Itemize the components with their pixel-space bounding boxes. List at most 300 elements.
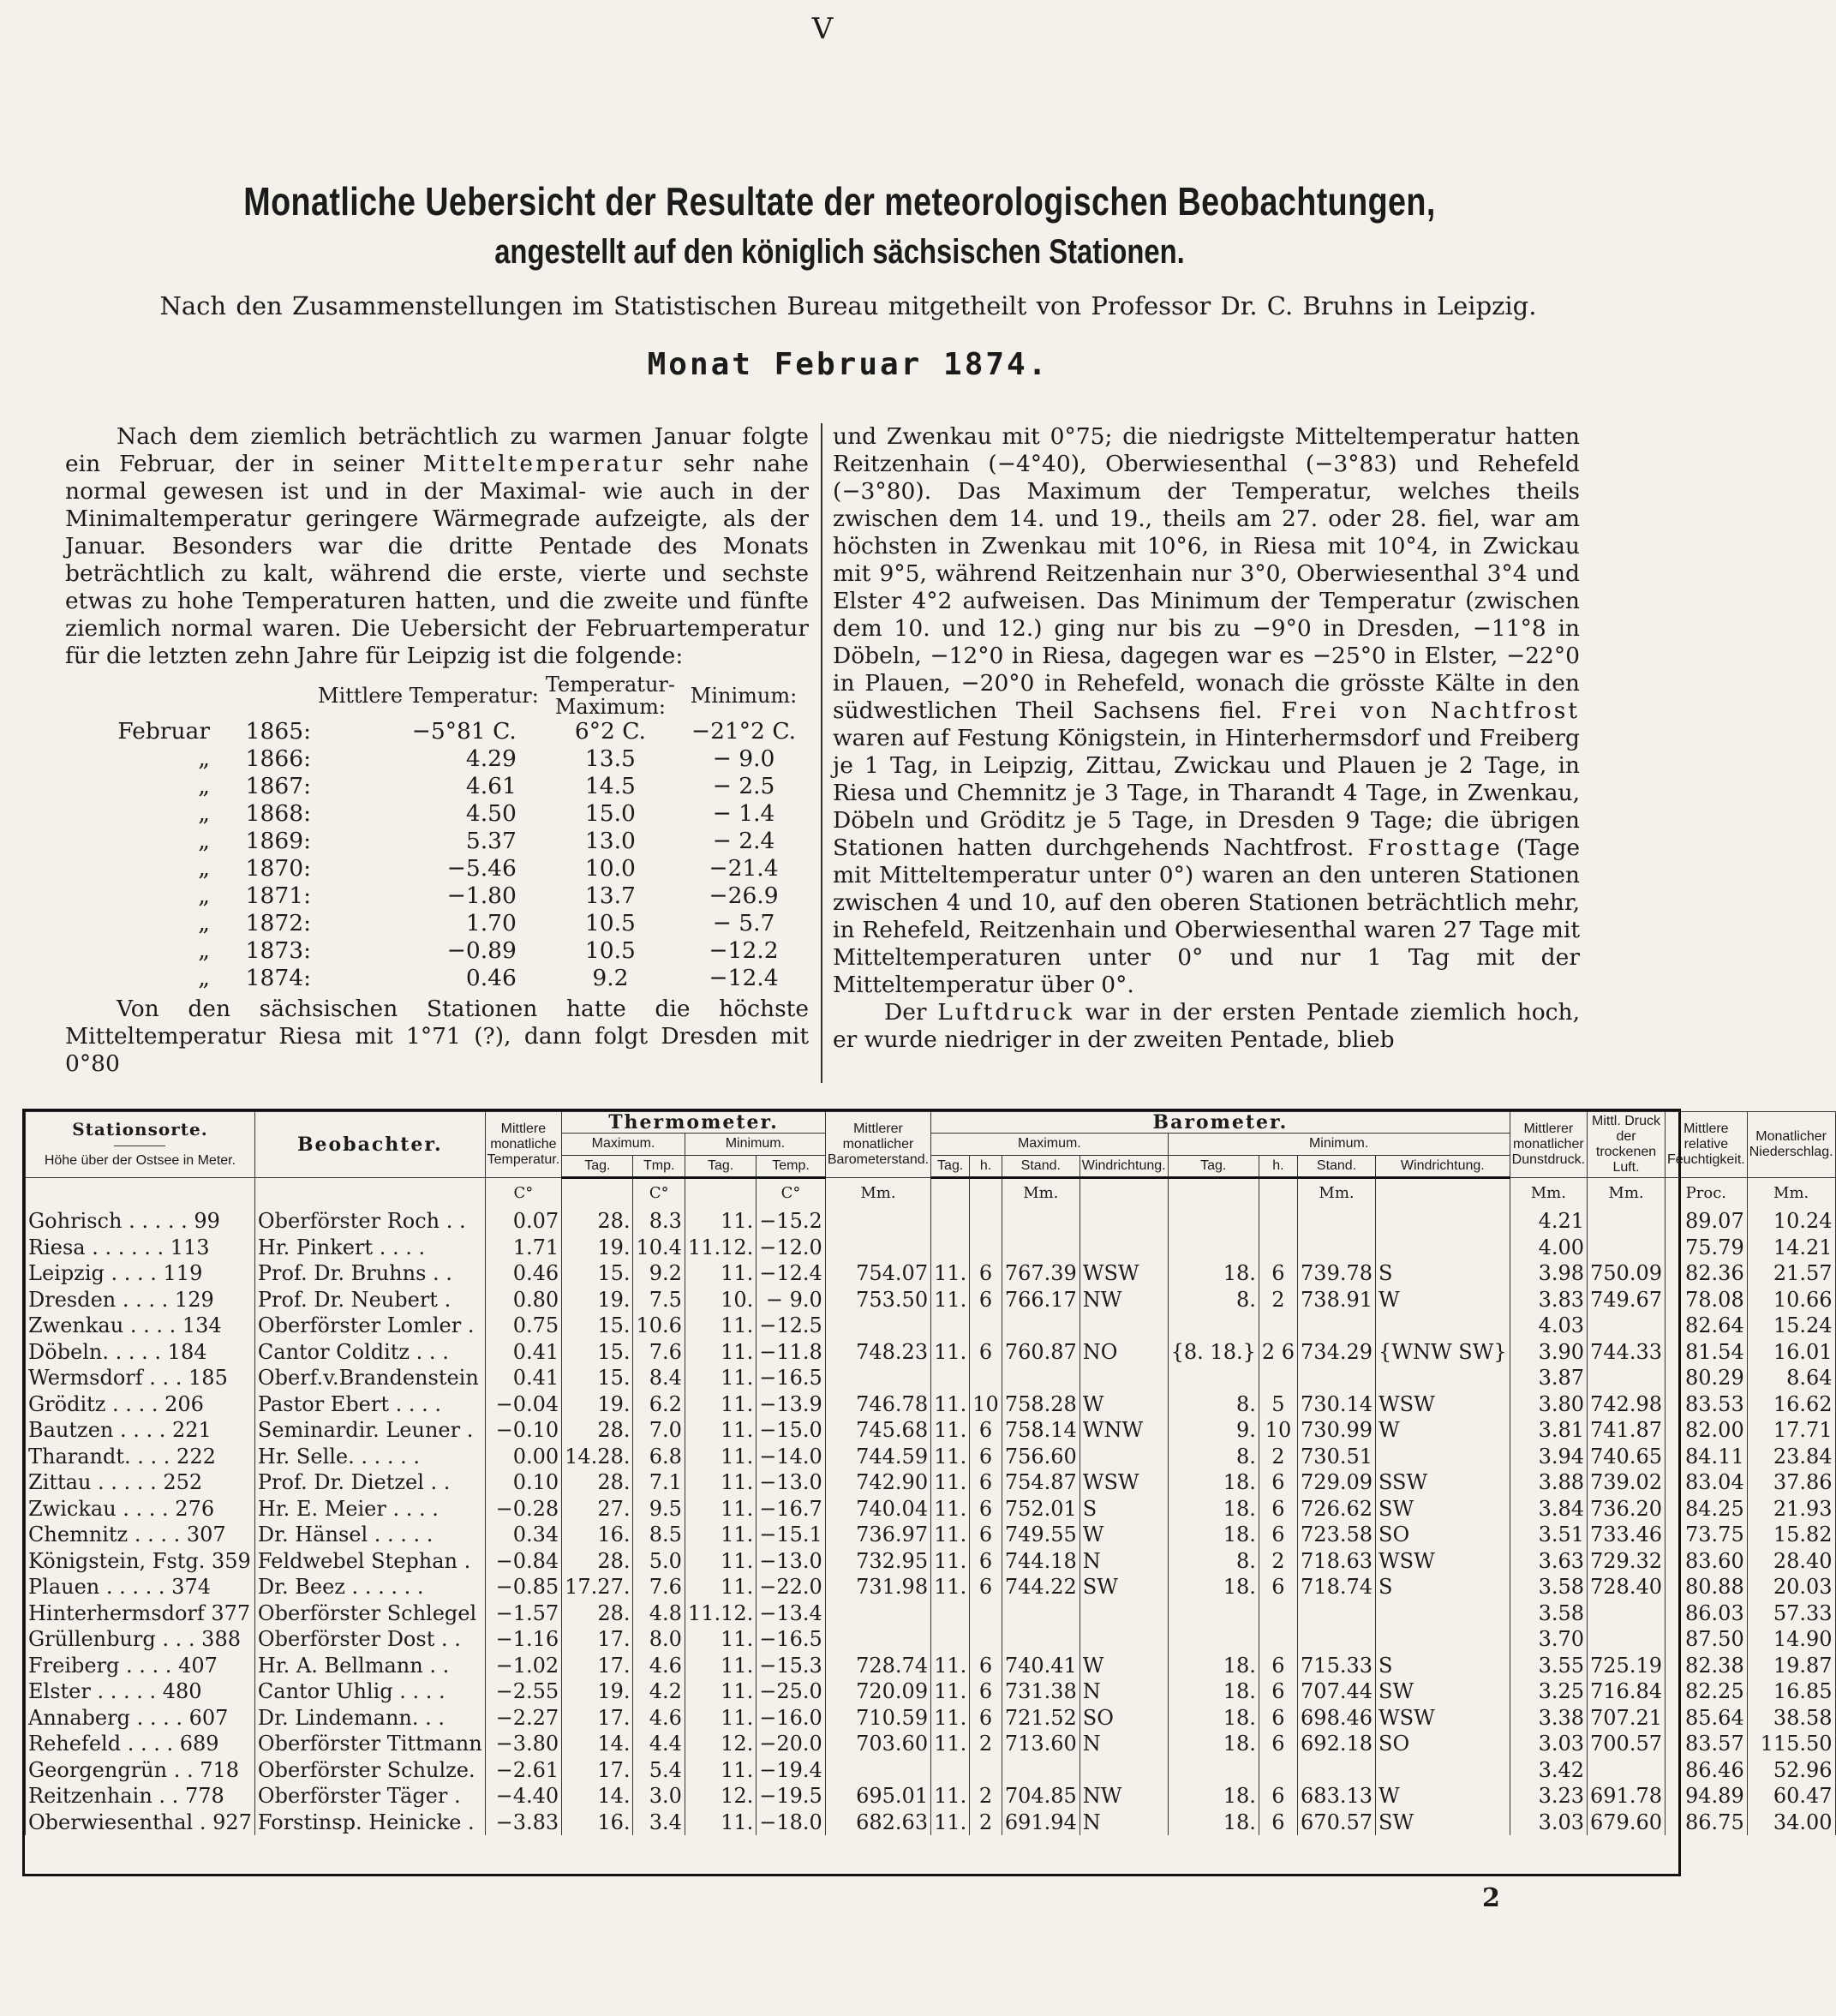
cell-bmaxh: 6 (970, 1496, 1002, 1522)
cell-bminw: S (1376, 1260, 1510, 1287)
cell-baro: 710.59 (825, 1705, 930, 1732)
cell-observer: Oberf.v.Brandenstein (254, 1365, 485, 1391)
cell-bmaxh (970, 1235, 1002, 1261)
cell-vap: 3.03 (1510, 1731, 1587, 1757)
cell-maxt: 3.0 (633, 1783, 685, 1810)
left-paragraph-1: Nach dem ziemlich beträchtlich zu warmen Januar folgte ein Februar, der in seiner Mitteltemperatur sehr nahe normal gewesen ist und in der Maximal- wie auch in der Minimaltemperatur geringere Wärmegrade aufzeigte, als der Januar. Besonders war die dritte Pentade des Monats beträchtlich zu kalt, während die erste, vierte und sechste etwas zu hohe Temperaturen hatten, und die zweite und fünfte ziemlich normal waren. Die Uebersicht der Februartemperatur für die letzten zehn Jahre für Leipzig ist die folgende: (65, 423, 809, 669)
cell-mean: 0.34 (485, 1522, 561, 1548)
cell-bmaxd: 11. (931, 1496, 970, 1522)
cell-bmaxh: 6 (970, 1653, 1002, 1679)
cell-bminh: 6 (1259, 1731, 1297, 1757)
cell-observer: Dr. Hänsel . . . . . (254, 1522, 485, 1548)
cell-dry: 736.20 (1588, 1496, 1666, 1522)
cell-bminw (1376, 1444, 1510, 1470)
cell-maxt: 8.4 (633, 1365, 685, 1391)
cell-maxd: 17. (562, 1757, 633, 1784)
cell-hum: 87.50 (1666, 1626, 1748, 1653)
cell-dry: 728.40 (1588, 1574, 1666, 1600)
header-bmin-hour: h. (1259, 1155, 1297, 1177)
cell-bmaxd: 11. (931, 1731, 970, 1757)
station-row (26, 1339, 1836, 1366)
cell-bmins: 718.63 (1298, 1548, 1376, 1575)
cell-bminw (1376, 1757, 1510, 1784)
header-stations: Stationsorte. Höhe über der Ostsee in Meter. (26, 1112, 255, 1178)
cell-mint: −19.5 (757, 1783, 826, 1810)
temp-table-row (65, 937, 809, 965)
cell-vap: 3.38 (1510, 1705, 1587, 1732)
cell-bmind: 18. (1168, 1810, 1259, 1836)
cell-baro: 732.95 (825, 1548, 930, 1575)
cell-hum: 82.00 (1666, 1417, 1748, 1444)
header-bmin-wind: Windrichtung. (1376, 1155, 1510, 1177)
cell-baro (825, 1235, 930, 1261)
cell-maxd: 16. (562, 1522, 633, 1548)
cell-maxd: 17. (562, 1626, 633, 1653)
header-barometer: Barometer. (931, 1112, 1510, 1134)
subtitle: Nach den Zusammenstellungen im Statistischen Bureau mitgetheilt von Professor Dr. C. Bruhns in Leipzig. (159, 291, 1537, 320)
cell-maxd: 15. (562, 1313, 633, 1339)
cell-bminw: SW (1376, 1810, 1510, 1836)
cell-baro: 740.04 (825, 1496, 930, 1522)
cell-baro: 682.63 (825, 1810, 930, 1836)
cell-mind: 11. (685, 1653, 756, 1679)
cell-bmind (1168, 1757, 1259, 1784)
cell-dry: 707.21 (1588, 1705, 1666, 1732)
cell-mind: 11.12. (685, 1235, 756, 1261)
cell-bmins: 729.09 (1298, 1469, 1376, 1496)
cell-baro: 744.59 (825, 1444, 930, 1470)
cell-bmaxh: 6 (970, 1522, 1002, 1548)
cell-bminh (1259, 1235, 1297, 1261)
cell-bmaxs: 744.18 (1002, 1548, 1079, 1575)
cell-mint: −22.0 (757, 1574, 826, 1600)
cell-bmind (1168, 1626, 1259, 1653)
header-thermo-min: Minimum. (685, 1134, 825, 1155)
cell-mind: 11. (685, 1469, 756, 1496)
cell-vap: 3.58 (1510, 1574, 1587, 1600)
cell-mean: 0.10 (485, 1469, 561, 1496)
cell-mean: −2.61 (485, 1757, 561, 1784)
cell-vap: 4.03 (1510, 1313, 1587, 1339)
cell-mean: −3.83 (485, 1810, 561, 1836)
cell-maxd: 27. (562, 1496, 633, 1522)
temp-table-min: − 2.5 (712, 773, 775, 799)
cell-mind: 11. (685, 1208, 756, 1235)
header-humidity: Mittlere relative Feuchtigkeit. (1666, 1112, 1748, 1178)
cell-bmaxs: 756.60 (1002, 1444, 1079, 1470)
cell-hum: 78.08 (1666, 1287, 1748, 1313)
temp-table-min: −12.2 (709, 937, 779, 964)
cell-observer: Hr. E. Meier . . . . (254, 1496, 485, 1522)
cell-maxd: 17.27. (562, 1574, 633, 1600)
cell-prec: 28.40 (1747, 1548, 1835, 1575)
temp-table-mean: 5.37 (465, 828, 517, 854)
cell-bmins: 730.51 (1298, 1444, 1376, 1470)
cell-prec: 57.33 (1747, 1600, 1835, 1627)
cell-bmins: 738.91 (1298, 1287, 1376, 1313)
cell-bmins: 718.74 (1298, 1574, 1376, 1600)
cell-bmind: 18. (1168, 1496, 1259, 1522)
temp-table-max: 9.2 (592, 965, 629, 991)
cell-mean: −1.57 (485, 1600, 561, 1627)
cell-mind: 11.12. (685, 1600, 756, 1627)
temp-table-year: 1870: (245, 855, 311, 882)
cell-mint: −15.0 (757, 1417, 826, 1444)
cell-mint: −11.8 (757, 1339, 826, 1366)
cell-mint: −16.5 (757, 1365, 826, 1391)
cell-bmind: 8. (1168, 1391, 1259, 1418)
cell-bmins: 726.62 (1298, 1496, 1376, 1522)
temp-table-min: −21°2 C. (691, 718, 797, 745)
cell-bmaxd: 11. (931, 1653, 970, 1679)
cell-prec: 20.03 (1747, 1574, 1835, 1600)
cell-baro: 695.01 (825, 1783, 930, 1810)
cell-dry (1588, 1600, 1666, 1627)
temp-table-max: 10.0 (584, 855, 636, 882)
observations-table-frame (22, 1109, 1833, 1876)
cell-mind: 12. (685, 1783, 756, 1810)
cell-bmind (1168, 1365, 1259, 1391)
cell-dry: 691.78 (1588, 1783, 1666, 1810)
cell-maxd: 15. (562, 1365, 633, 1391)
temp-table-min: −21.4 (709, 855, 779, 882)
cell-prec: 34.00 (1747, 1810, 1835, 1836)
cell-station: Chemnitz . . . . 307 (26, 1522, 255, 1548)
cell-hum: 89.07 (1666, 1208, 1748, 1235)
cell-bminw: SSW (1376, 1469, 1510, 1496)
cell-station: Hinterhermsdorf 377 (26, 1600, 255, 1627)
cell-bmins (1298, 1235, 1376, 1261)
temp-table-row (65, 855, 809, 882)
cell-station: Zwenkau . . . . 134 (26, 1313, 255, 1339)
cell-observer: Cantor Uhlig . . . . (254, 1678, 485, 1705)
cell-bminh: 6 (1259, 1260, 1297, 1287)
cell-bmaxd: 11. (931, 1783, 970, 1810)
cell-hum: 83.04 (1666, 1469, 1748, 1496)
header-baro-max: Maximum. (931, 1134, 1169, 1155)
cell-bmaxw (1079, 1444, 1168, 1470)
cell-hum: 83.57 (1666, 1731, 1748, 1757)
station-row (26, 1678, 1836, 1705)
cell-bmaxd: 11. (931, 1260, 970, 1287)
cell-observer: Oberförster Lomler . (254, 1313, 485, 1339)
cell-mean: 0.80 (485, 1287, 561, 1313)
temp-table-header-min: Minimum: (690, 684, 798, 708)
cell-bmaxw: WNW (1079, 1417, 1168, 1444)
left-column (65, 423, 809, 1078)
cell-bmaxh (970, 1757, 1002, 1784)
temp-table-label: „ (198, 882, 210, 909)
cell-bmaxs (1002, 1757, 1079, 1784)
page-title: Monatliche Uebersicht der Resultate der meteorologischen Beobachtungen, (243, 179, 1436, 224)
cell-bminw: SO (1376, 1731, 1510, 1757)
cell-baro: 745.68 (825, 1417, 930, 1444)
temp-table-row (65, 718, 809, 745)
cell-maxd: 19. (562, 1391, 633, 1418)
cell-bmaxd: 11. (931, 1574, 970, 1600)
cell-bmins: 734.29 (1298, 1339, 1376, 1366)
temp-table-year: 1873: (245, 937, 311, 964)
cell-bmaxd: 11. (931, 1469, 970, 1496)
cell-maxd: 15. (562, 1260, 633, 1287)
cell-bmaxh: 6 (970, 1548, 1002, 1575)
temp-table-header-mean: Mittlere Temperatur: (318, 684, 539, 708)
cell-mean: −0.84 (485, 1548, 561, 1575)
cell-observer: Oberförster Täger . (254, 1783, 485, 1810)
cell-station: Riesa . . . . . . 113 (26, 1235, 255, 1261)
temp-table-min: − 9.0 (712, 745, 775, 772)
cell-bmaxh: 6 (970, 1287, 1002, 1313)
cell-vap: 3.42 (1510, 1757, 1587, 1784)
temp-table-label: „ (198, 965, 210, 991)
cell-maxt: 8.5 (633, 1522, 685, 1548)
temp-table-label: „ (198, 910, 210, 936)
cell-mean: −0.10 (485, 1417, 561, 1444)
cell-bmins: 715.33 (1298, 1653, 1376, 1679)
cell-bmaxh: 6 (970, 1417, 1002, 1444)
station-row (26, 1235, 1836, 1261)
cell-prec: 15.24 (1747, 1313, 1835, 1339)
temp-table-mean: −0.89 (446, 937, 517, 964)
cell-bminh: 6 (1259, 1653, 1297, 1679)
temp-table-year: 1867: (245, 773, 311, 799)
cell-prec: 19.87 (1747, 1653, 1835, 1679)
cell-bminw: {WNW SW} (1376, 1339, 1510, 1366)
cell-bmind (1168, 1600, 1259, 1627)
cell-station: Gohrisch . . . . . 99 (26, 1208, 255, 1235)
cell-bmaxs: 740.41 (1002, 1653, 1079, 1679)
cell-prec: 14.90 (1747, 1626, 1835, 1653)
cell-bmaxs: 721.52 (1002, 1705, 1079, 1732)
cell-mean: 0.41 (485, 1339, 561, 1366)
cell-bmaxw: W (1079, 1391, 1168, 1418)
cell-bmaxh: 6 (970, 1705, 1002, 1732)
cell-bminw: SW (1376, 1678, 1510, 1705)
cell-prec: 115.50 (1747, 1731, 1835, 1757)
cell-bmind: 8. (1168, 1444, 1259, 1470)
cell-mean: −1.16 (485, 1626, 561, 1653)
cell-bminh: 6 (1259, 1783, 1297, 1810)
cell-prec: 37.86 (1747, 1469, 1835, 1496)
temp-table-min: −26.9 (709, 882, 779, 909)
cell-station: Plauen . . . . . 374 (26, 1574, 255, 1600)
cell-bmind: 18. (1168, 1653, 1259, 1679)
temp-table-min: − 2.4 (712, 828, 775, 854)
cell-bminw (1376, 1365, 1510, 1391)
cell-maxt: 4.2 (633, 1678, 685, 1705)
cell-bminw: WSW (1376, 1548, 1510, 1575)
cell-station: Tharandt. . . . 222 (26, 1444, 255, 1470)
cell-bmind: {8. 18.} (1168, 1339, 1259, 1366)
station-row (26, 1208, 1836, 1235)
cell-vap: 3.51 (1510, 1522, 1587, 1548)
cell-observer: Oberförster Dost . . (254, 1626, 485, 1653)
temp-table-row (65, 882, 809, 910)
cell-prec: 17.71 (1747, 1417, 1835, 1444)
cell-prec: 8.64 (1747, 1365, 1835, 1391)
cell-mint: −15.2 (757, 1208, 826, 1235)
station-row (26, 1600, 1836, 1627)
cell-mint: −20.0 (757, 1731, 826, 1757)
column-divider (821, 423, 822, 1083)
temp-table-year: 1869: (245, 828, 311, 854)
station-row (26, 1783, 1836, 1810)
cell-prec: 60.47 (1747, 1783, 1835, 1810)
cell-bmaxd: 11. (931, 1391, 970, 1418)
cell-maxt: 4.6 (633, 1705, 685, 1732)
cell-bmaxd: 11. (931, 1417, 970, 1444)
cell-mean: −4.40 (485, 1783, 561, 1810)
cell-dry: 741.87 (1588, 1417, 1666, 1444)
cell-vap: 4.21 (1510, 1208, 1587, 1235)
cell-bmaxw (1079, 1208, 1168, 1235)
cell-mint: −12.4 (757, 1260, 826, 1287)
header-thermo-max: Maximum. (562, 1134, 685, 1155)
cell-bmaxd: 11. (931, 1705, 970, 1732)
cell-dry: 739.02 (1588, 1469, 1666, 1496)
temp-table-row (65, 965, 809, 992)
cell-bmins (1298, 1757, 1376, 1784)
cell-maxt: 4.8 (633, 1600, 685, 1627)
cell-mind: 11. (685, 1810, 756, 1836)
cell-station: Elster . . . . . 480 (26, 1678, 255, 1705)
cell-bmind: 18. (1168, 1705, 1259, 1732)
cell-vap: 3.88 (1510, 1469, 1587, 1496)
cell-hum: 82.38 (1666, 1653, 1748, 1679)
cell-station: Wermsdorf . . . 185 (26, 1365, 255, 1391)
cell-mint: −16.7 (757, 1496, 826, 1522)
temp-table-max: 6°2 C. (574, 718, 646, 745)
left-paragraph-2: Von den sächsischen Stationen hatte die höchste Mitteltemperatur Riesa mit 1°71 (?), dann folgt Dresden mit 0°80 (65, 996, 809, 1077)
temp-table-row (65, 828, 809, 855)
header-bmax-stand: Stand. (1002, 1155, 1079, 1177)
cell-bmind: 18. (1168, 1678, 1259, 1705)
cell-maxt: 6.2 (633, 1391, 685, 1418)
cell-bminh: 6 (1259, 1469, 1297, 1496)
cell-hum: 75.79 (1666, 1235, 1748, 1261)
cell-vap: 3.87 (1510, 1365, 1587, 1391)
cell-station: Oberwiesenthal . 927 (26, 1810, 255, 1836)
header-tmin-temp: Temp. (757, 1155, 826, 1177)
cell-mint: −19.4 (757, 1757, 826, 1784)
cell-mind: 11. (685, 1444, 756, 1470)
right-paragraph-1: und Zwenkau mit 0°75; die niedrigste Mitteltemperatur hatten Reitzenhain (−4°40), Oberwiesenthal (−3°83) und Rehefeld (−3°80). Das Maximum der Temperatur, welches theils zwischen dem 14. und 19., theils am 27. oder 28. fiel, war am höchsten in Zwenkau mit 10°6, in Riesa mit 10°4, in Zwickau mit 9°5, während Reitzenhain nur 3°0, Oberwiesenthal 3°4 und Elster 4°2 aufweisen. Das Minimum der Temperatur (zwischen dem 10. und 12.) ging nur bis zu −9°0 in Dresden, −11°8 in Döbeln, −12°0 in Riesa, dagegen war es −25°0 in Elster, −22°0 in Plauen, −20°0 in Rehefeld, wonach die grösste Kälte in den südwestlichen Theil Sachsens fiel. Frei von Nachtfrost waren auf Festung Königstein, in Hinterhermsdorf und Freiberg je 1 Tag, in Leipzig, Zittau, Zwickau und Plauen je 2 Tage, in Riesa und Chemnitz je 3 Tage, in Tharandt 4 Tage, in Zwenkau, Döbeln und Gröditz je 5 Tage, in Dresden 9 Tage; die übrigen Stationen hatten durchgehends Nachtfrost. Frosttage (Tage mit Mitteltemperatur unter 0°) waren an den unteren Stationen zwischen 4 und 10, auf den oberen Stationen beträchtlich mehr, in Rehefeld, Reitzenhain und Oberwiesenthal waren 27 Tage mit Mitteltemperaturen unter 0° und nur 1 Tag mit der Mitteltemperatur über 0°. (833, 423, 1580, 998)
cell-dry: 716.84 (1588, 1678, 1666, 1705)
station-row (26, 1444, 1836, 1470)
cell-bmins (1298, 1208, 1376, 1235)
cell-maxt: 7.1 (633, 1469, 685, 1496)
cell-mint: −18.0 (757, 1810, 826, 1836)
cell-station: Döbeln. . . . . 184 (26, 1339, 255, 1366)
cell-mind: 11. (685, 1574, 756, 1600)
cell-mint: −15.1 (757, 1522, 826, 1548)
cell-bminh: 5 (1259, 1391, 1297, 1418)
cell-maxd: 28. (562, 1208, 633, 1235)
cell-bmaxs: 744.22 (1002, 1574, 1079, 1600)
cell-mean: −2.55 (485, 1678, 561, 1705)
cell-bmins (1298, 1365, 1376, 1391)
cell-bminh: 6 (1259, 1705, 1297, 1732)
cell-bmaxw: W (1079, 1653, 1168, 1679)
temp-table-year: 1874: (245, 965, 311, 991)
cell-bmaxd (931, 1626, 970, 1653)
cell-hum: 81.54 (1666, 1339, 1748, 1366)
cell-bmaxs: 754.87 (1002, 1469, 1079, 1496)
cell-bmaxd: 11. (931, 1522, 970, 1548)
temp-table-label: Februar (117, 718, 210, 745)
cell-observer: Prof. Dr. Dietzel . . (254, 1469, 485, 1496)
cell-mind: 10. (685, 1287, 756, 1313)
cell-maxd: 17. (562, 1653, 633, 1679)
cell-bminh (1259, 1208, 1297, 1235)
cell-mind: 11. (685, 1339, 756, 1366)
cell-observer: Prof. Dr. Bruhns . . (254, 1260, 485, 1287)
station-row (26, 1496, 1836, 1522)
cell-hum: 86.03 (1666, 1600, 1748, 1627)
cell-dry: 749.67 (1588, 1287, 1666, 1313)
temp-table-label: „ (198, 745, 210, 772)
cell-bmaxs: 691.94 (1002, 1810, 1079, 1836)
temp-table-mean: 1.70 (465, 910, 517, 936)
right-paragraph-2: Der Luftdruck war in der ersten Pentade ziemlich hoch, er wurde niedriger in der zweiten Pentade, blieb (833, 999, 1581, 1053)
cell-hum: 82.64 (1666, 1313, 1748, 1339)
cell-dry (1588, 1235, 1666, 1261)
cell-bmaxs (1002, 1626, 1079, 1653)
cell-bminh: 2 (1259, 1548, 1297, 1575)
cell-baro: 746.78 (825, 1391, 930, 1418)
cell-baro: 742.90 (825, 1469, 930, 1496)
cell-bmaxd (931, 1757, 970, 1784)
cell-mean: −3.80 (485, 1731, 561, 1757)
cell-observer: Seminardir. Leuner . (254, 1417, 485, 1444)
month-heading: Monat Februar 1874. (647, 347, 1050, 382)
cell-maxt: 9.5 (633, 1496, 685, 1522)
cell-bmind: 9. (1168, 1417, 1259, 1444)
cell-bmaxh: 6 (970, 1260, 1002, 1287)
cell-bmind: 8. (1168, 1287, 1259, 1313)
cell-maxt: 9.2 (633, 1260, 685, 1287)
cell-mind: 11. (685, 1678, 756, 1705)
cell-mint: −12.0 (757, 1235, 826, 1261)
cell-mint: −13.0 (757, 1469, 826, 1496)
cell-hum: 84.25 (1666, 1496, 1748, 1522)
cell-maxd: 28. (562, 1548, 633, 1575)
cell-bmaxs: 758.28 (1002, 1391, 1079, 1418)
temp-table-year: 1866: (245, 745, 311, 772)
cell-mean: −2.27 (485, 1705, 561, 1732)
temp-table-label: „ (198, 937, 210, 964)
cell-bmaxh: 6 (970, 1444, 1002, 1470)
cell-bminh (1259, 1600, 1297, 1627)
cell-baro: 753.50 (825, 1287, 930, 1313)
cell-bmaxh: 2 (970, 1783, 1002, 1810)
cell-bmaxh (970, 1600, 1002, 1627)
cell-baro (825, 1365, 930, 1391)
temp-table-max: 15.0 (584, 800, 636, 827)
cell-mind: 12. (685, 1731, 756, 1757)
cell-mind: 11. (685, 1313, 756, 1339)
cell-bmins: 707.44 (1298, 1678, 1376, 1705)
cell-observer: Pastor Ebert . . . . (254, 1391, 485, 1418)
cell-hum: 83.53 (1666, 1391, 1748, 1418)
cell-bmind: 18. (1168, 1469, 1259, 1496)
cell-bmind: 18. (1168, 1574, 1259, 1600)
observations-table (25, 1111, 1836, 1835)
cell-prec: 16.62 (1747, 1391, 1835, 1418)
cell-hum: 86.46 (1666, 1757, 1748, 1784)
cell-observer: Oberförster Schlegel (254, 1600, 485, 1627)
cell-bminw: W (1376, 1417, 1510, 1444)
